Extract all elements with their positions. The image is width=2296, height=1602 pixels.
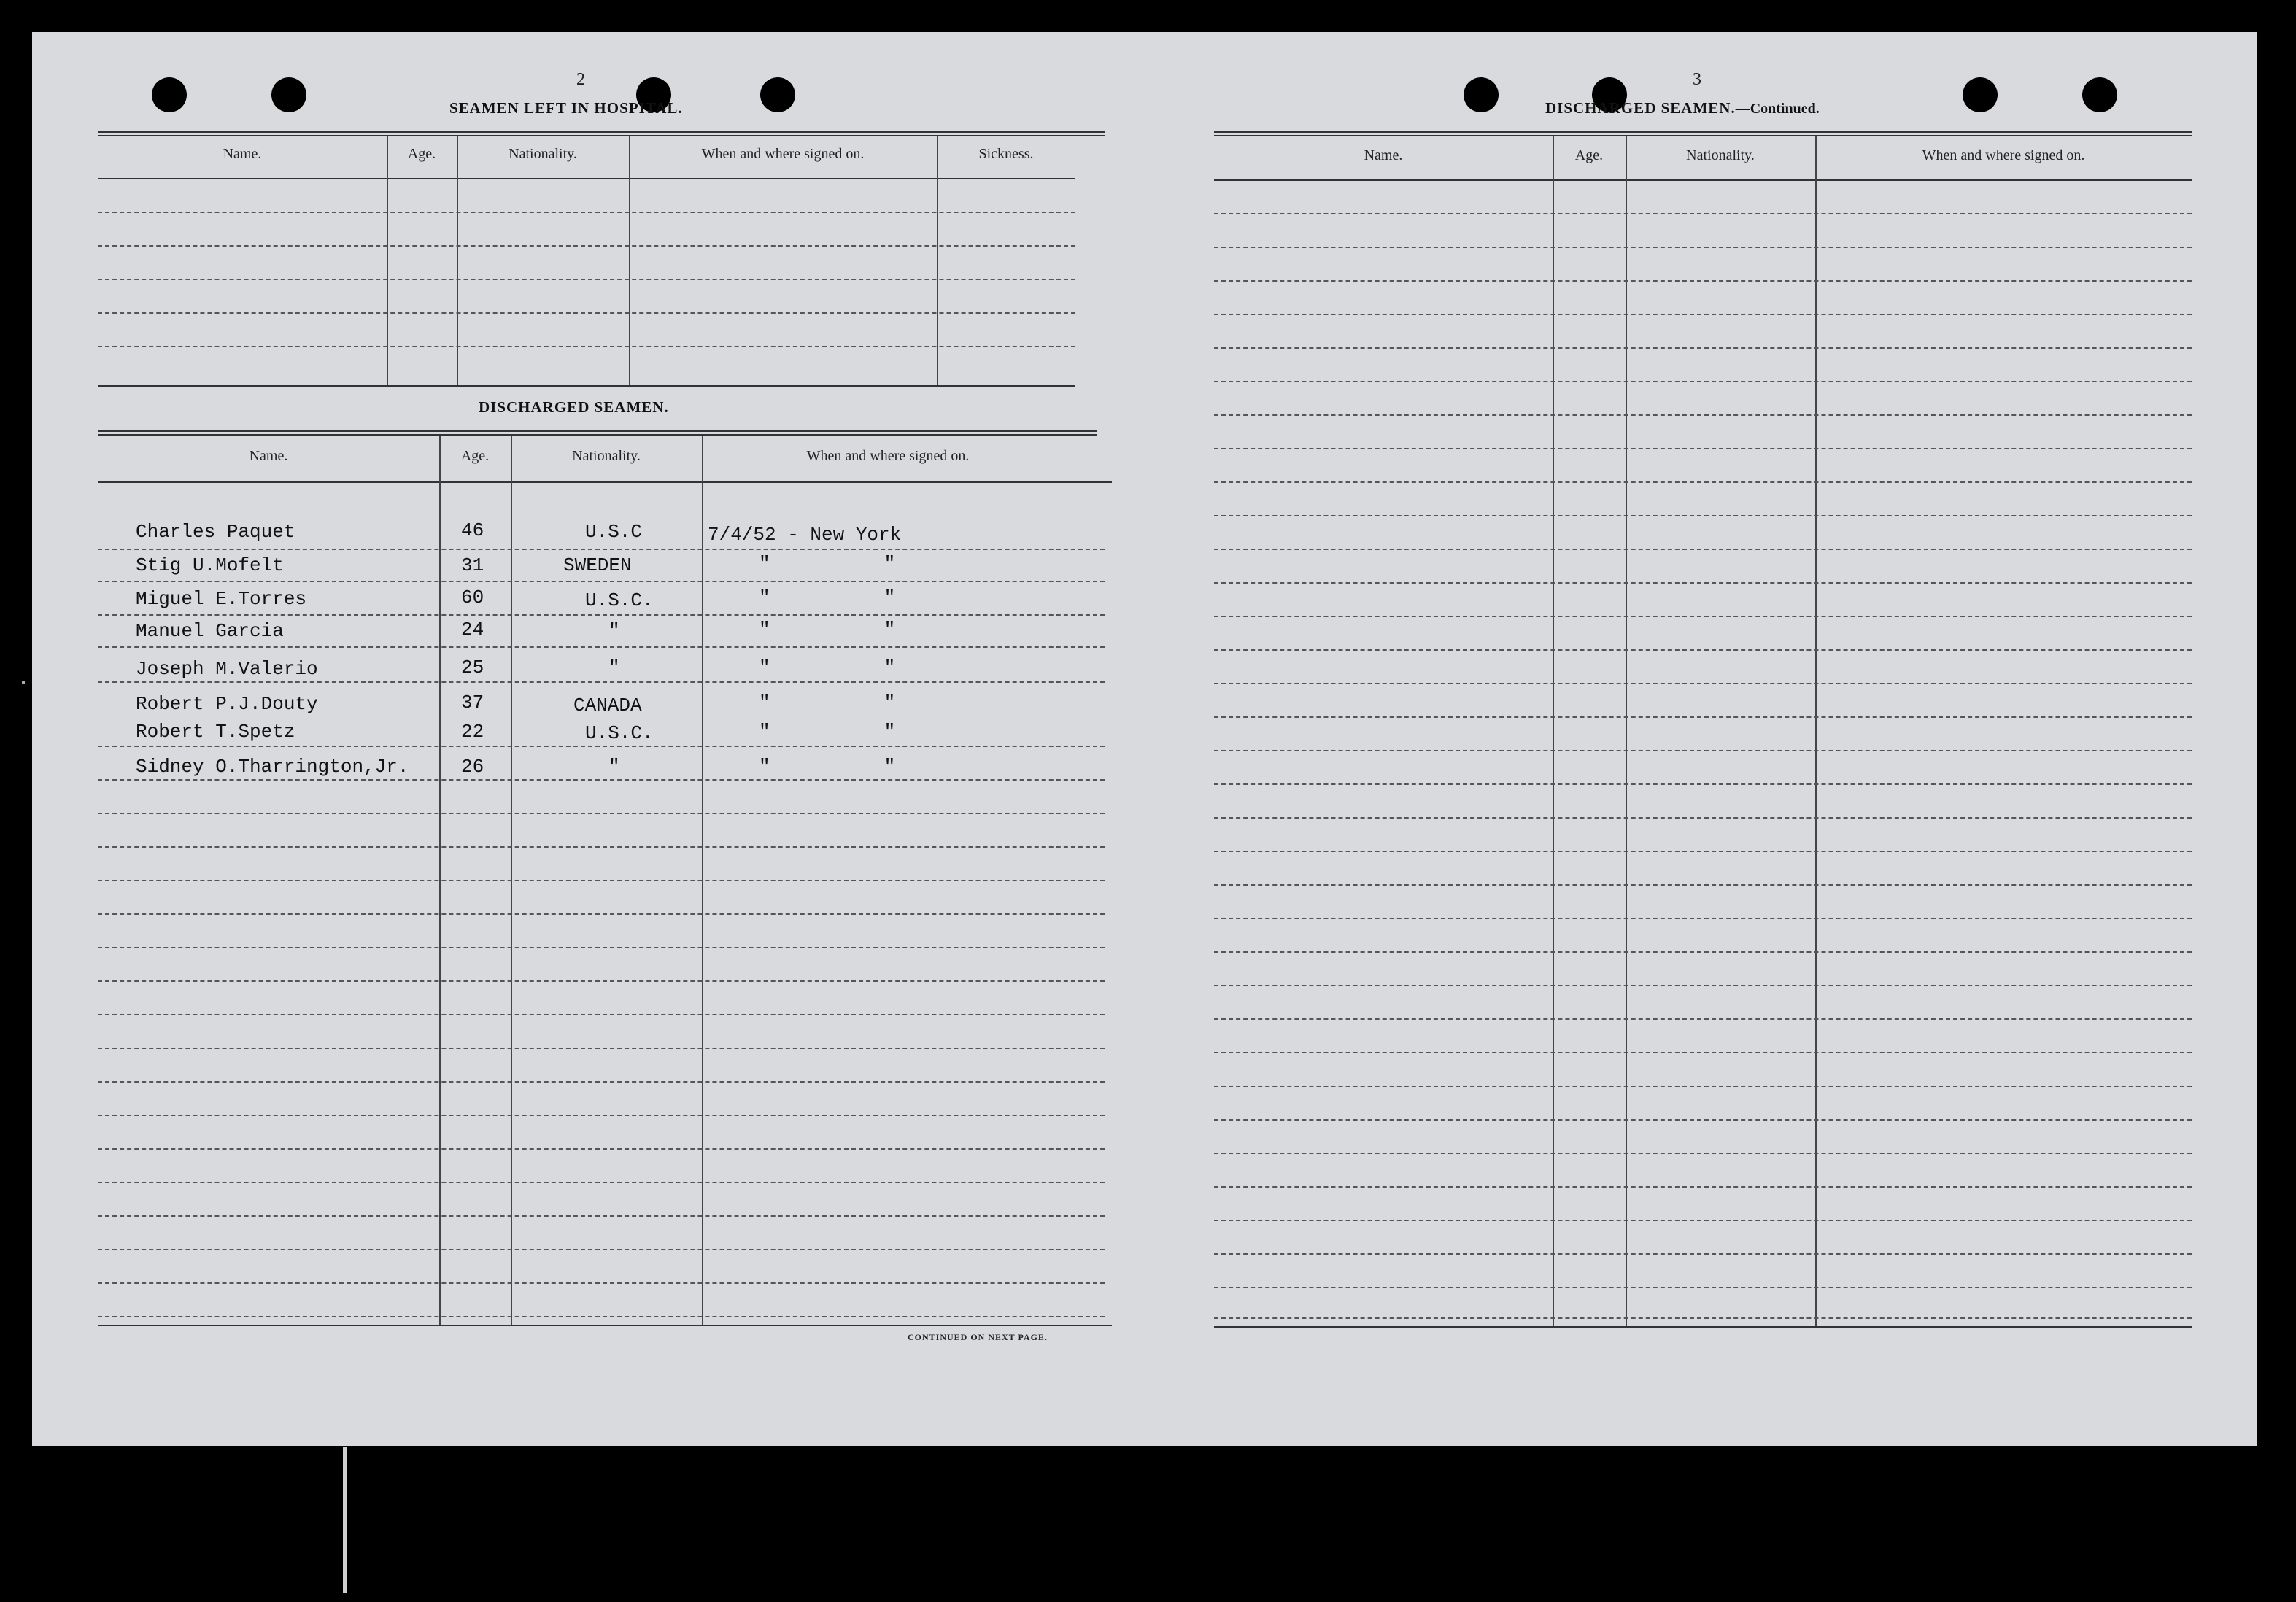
row-signed-on: " " [759,553,896,575]
row-line [1214,1253,2192,1255]
ledger-sheet [32,32,2257,1446]
row-nationality: " [608,620,620,642]
row-line [1214,1287,2192,1288]
row-age: 31 [461,554,484,576]
row-line [1214,1153,2192,1154]
header-rule [98,178,1075,179]
punch-hole [1464,77,1499,112]
row-line [98,880,1105,881]
row-nationality: " [608,756,620,778]
row-line [1214,280,2192,282]
row-age: 22 [461,721,484,743]
header-age: Age. [407,146,436,162]
row-line [98,1182,1105,1183]
row-line [98,779,1105,781]
row-line [98,813,1105,814]
row-line [98,646,1105,648]
row-name: Manuel Garcia [136,620,284,642]
row-signed-on: " " [759,692,896,713]
header-name: Name. [249,448,288,464]
header-age: Age. [460,448,490,464]
row-line [1214,783,2192,785]
continued-note: CONTINUED ON NEXT PAGE. [908,1332,1048,1342]
row-line [1214,347,2192,349]
row-nationality: U.S.C [585,521,643,543]
row-name: Sidney O.Tharrington,Jr. [136,756,409,778]
row-line [1214,1119,2192,1121]
row-line [1214,1186,2192,1188]
row-line [98,212,1075,213]
row-signed-on: " " [759,587,896,608]
punch-hole [760,77,795,112]
row-line [98,312,1075,314]
row-name: Joseph M.Valerio [136,658,318,680]
row-line [98,1316,1105,1317]
scan-artifact [22,681,25,684]
row-line [98,346,1075,347]
column-divider [629,136,630,385]
header-nationality: Nationality. [572,448,641,464]
column-divider [387,136,388,385]
row-nationality: SWEDEN [563,554,632,576]
page-number-left: 2 [576,70,585,89]
row-name: Robert T.Spetz [136,721,295,743]
page-number-right: 3 [1693,70,1701,89]
row-line [1214,448,2192,449]
row-line [98,1048,1105,1049]
table-bottom-rule [98,385,1075,387]
punch-hole [152,77,187,112]
row-age: 24 [461,619,484,641]
row-name: Stig U.Mofelt [136,554,284,576]
hospital-table [98,131,1105,423]
row-line [1214,414,2192,416]
row-line [98,681,1105,683]
row-line [1214,481,2192,483]
row-signed-on: 7/4/52 - New York [708,524,902,546]
row-line [98,245,1075,247]
punch-hole [271,77,306,112]
row-line [1214,750,2192,751]
row-line [98,1249,1105,1250]
row-line [1214,616,2192,617]
row-age: 26 [461,756,484,778]
table-bottom-rule [1214,1326,2192,1328]
row-name: Robert P.J.Douty [136,693,318,715]
row-line [98,581,1105,582]
header-rule [1214,179,2192,181]
table-top-rule [98,430,1097,436]
row-line [1214,985,2192,986]
header-signed-on: When and where signed on. [701,146,865,162]
column-divider [457,136,458,385]
row-line [1214,1220,2192,1221]
row-line [1214,549,2192,550]
row-line [98,1115,1105,1116]
header-age: Age. [1574,147,1604,163]
header-sickness: Sickness. [978,146,1034,162]
row-nationality: U.S.C. [585,722,654,744]
row-line [98,947,1105,948]
row-line [1214,817,2192,819]
row-line [1214,515,2192,516]
row-line [98,549,1105,550]
row-signed-on: " " [759,619,896,641]
title-suffix: —Continued. [1735,101,1820,117]
row-name: Charles Paquet [136,521,295,543]
row-line [98,1081,1105,1083]
row-age: 25 [461,657,484,678]
row-line [1214,918,2192,919]
header-signed-on: When and where signed on. [1922,147,2085,163]
row-line [1214,951,2192,953]
row-signed-on: " " [759,721,896,743]
row-line [1214,649,2192,651]
row-nationality: CANADA [573,694,642,716]
row-line [98,1014,1105,1015]
scan-artifact [343,1447,347,1593]
row-line [1214,314,2192,315]
row-nationality: U.S.C. [585,589,654,611]
row-nationality: " [608,657,620,678]
title-text: DISCHARGED SEAMEN. [1545,99,1736,117]
row-line [1214,582,2192,584]
row-age: 46 [461,519,484,541]
table-top-rule [1214,131,2192,136]
header-signed-on: When and where signed on. [806,448,970,464]
row-line [98,913,1105,915]
row-line [98,1282,1105,1284]
header-name: Name. [223,146,262,162]
row-line [1214,851,2192,852]
row-line [98,846,1105,848]
row-line [1214,1052,2192,1053]
header-nationality: Nationality. [1686,147,1755,163]
header-rule [98,481,1112,483]
row-line [1214,884,2192,886]
row-line [1214,1317,2192,1319]
row-line [98,279,1075,280]
row-line [1214,716,2192,718]
row-line [1214,247,2192,248]
row-signed-on: " " [759,756,896,778]
row-signed-on: " " [759,657,896,678]
row-name: Miguel E.Torres [136,588,307,610]
row-line [98,980,1105,982]
discharged-section-title: DISCHARGED SEAMEN. [479,398,669,416]
column-divider [937,136,938,385]
row-line [98,1215,1105,1217]
row-line [98,746,1105,747]
header-nationality: Nationality. [509,146,577,162]
row-line [1214,213,2192,214]
row-line [1214,381,2192,382]
row-line [1214,683,2192,684]
discharged-table [98,430,1112,1371]
header-name: Name. [1364,147,1403,163]
row-age: 37 [461,692,484,713]
table-bottom-rule [98,1325,1112,1326]
hospital-section-title: SEAMEN LEFT IN HOSPITAL. [449,99,683,117]
punch-hole [2082,77,2117,112]
punch-hole [1963,77,1998,112]
row-age: 60 [461,587,484,608]
row-line [1214,1086,2192,1087]
table-top-rule [98,131,1105,136]
continued-section-title [1545,99,1820,117]
row-line [98,1148,1105,1150]
row-line [98,614,1105,616]
discharged-continued-table [1214,131,2228,1379]
row-line [1214,1018,2192,1020]
